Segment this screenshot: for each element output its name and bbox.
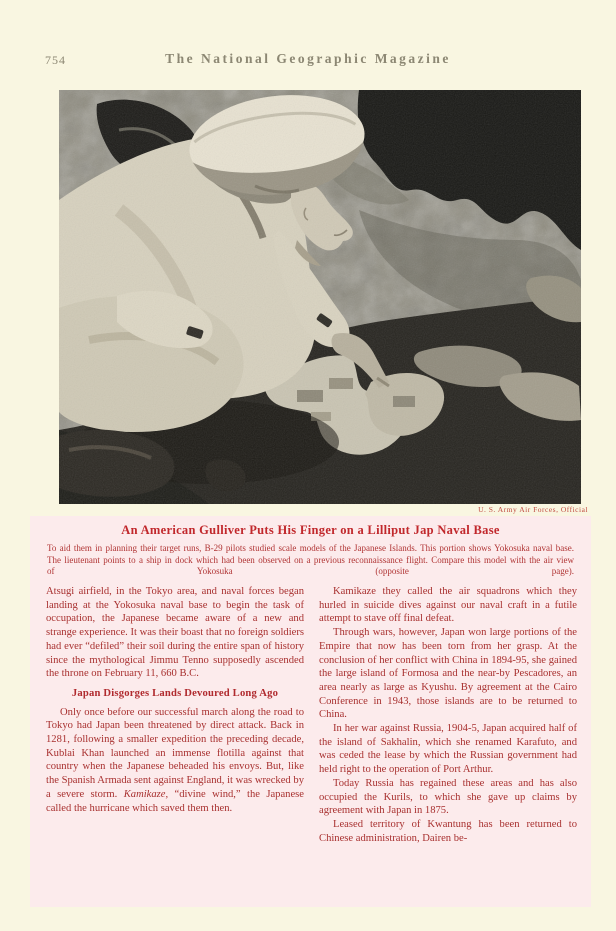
paragraph: Today Russia has regained these areas and has also occupied the Kurils, to which she gave up claims by agreement with Japan in 1875. bbox=[319, 777, 577, 817]
photo-credit: U. S. Army Air Forces, Official bbox=[478, 505, 588, 514]
paragraph: Leased territory of Kwantung has been returned to Chinese administration, Dairen be- bbox=[319, 818, 577, 844]
left-column bbox=[46, 585, 304, 845]
section-heading: Japan Disgorges Lands Devoured Long Ago bbox=[71, 687, 279, 699]
paragraph: In her war against Russia, 1904-5, Japan acquired half of the island of Sakhalin, which she renamed Karafuto, and was ceded the lease by which the Russian government had held right to the operation of Port Arthur. bbox=[319, 723, 577, 776]
article-block bbox=[30, 516, 591, 907]
page-number: 754 bbox=[45, 53, 66, 67]
paragraph: Through wars, however, Japan won large portions of the Empire that now has been torn from her grasp. At the conclusion of her conflict with China in 1894-95, she gained the large island of Formosa and the near-by Pescadores, an area nearly as large as Kyushu. By agreement at the Cairo Conference in 1943, those islands are to be returned to China. bbox=[319, 627, 577, 721]
paragraph: Kamikaze they called the air squadrons which they hurled in suicide dives against our naval craft in a futile attempt to stave off final defeat. bbox=[319, 586, 577, 625]
caption-body: To aid them in planning their target runs, B-29 pilots studied scale models of the Japanese Islands. This portion shows Yokosuka naval base. The lieutenant points to a ship in dock which had been observed on a previous reconnaissance flight. Compare this model with the air view of Yokosuka (opposite page). bbox=[47, 543, 574, 577]
photo-illustration bbox=[59, 90, 581, 504]
journal-title: The National Geographic Magazine bbox=[165, 51, 451, 66]
paragraph bbox=[46, 706, 304, 816]
paragraph-text: Only once before our successful march along the road to Tokyo had Japan been threatened by direct attack. Back in 1281, following a smaller expedition the preceding decade, Kublai Khan launched an immense flotilla against that country when the Japanese beheaded his envoys. But, like the Spanish Armada sent against England, it was wrecked by a severe storm. bbox=[46, 706, 304, 800]
paragraph-text: “divine wind,” the Japanese called the hurricane which saved them then. bbox=[46, 788, 304, 814]
paragraph: Atsugi airfield, in the Tokyo area, and naval forces began landing at the Yokosuka naval base to begin the task of occupation, the Japanese became aware of a new and strange experience. It was their boast that no foreign soldiers had ever “defiled” their soil during the entire span of history since the mythological Jimmu Tenno supposedly ascended the throne on February 11, 660 B.C. bbox=[46, 586, 304, 680]
article-columns bbox=[46, 585, 578, 845]
italic-term: Kamikaze, bbox=[123, 788, 169, 800]
right-column bbox=[319, 585, 577, 845]
caption-title: An American Gulliver Puts His Finger on a Lilliput Jap Naval Base bbox=[121, 523, 500, 537]
model-photo-graphic bbox=[59, 90, 581, 504]
